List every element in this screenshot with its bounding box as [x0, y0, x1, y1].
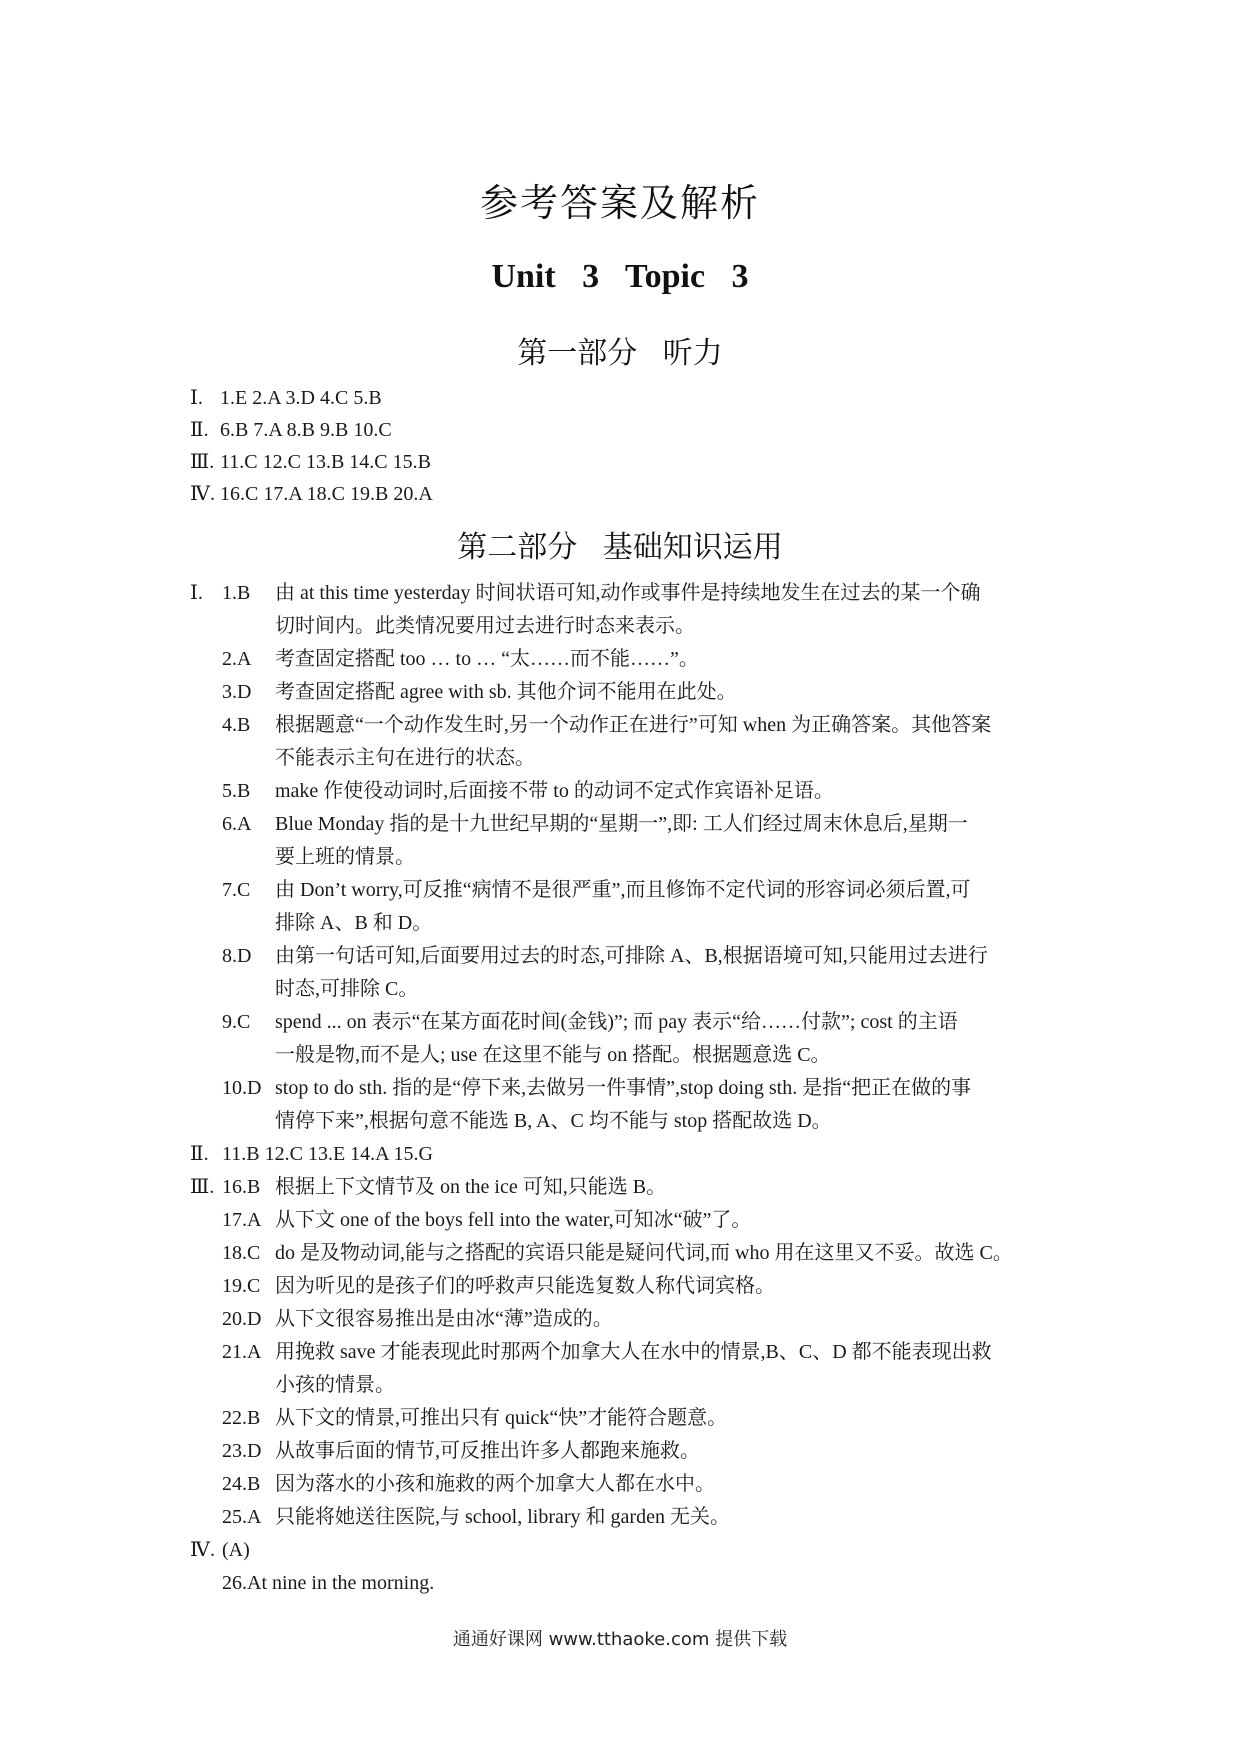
item-explanation: do 是及物动词,能与之搭配的宾语只能是疑问代词,而 who 用在这里又不妥。故选 C。 — [275, 1242, 1013, 1264]
item-explanation: 从下文的情景,可推出只有 quick“快”才能符合题意。 — [275, 1407, 728, 1429]
item-explanation: 由 Don’t worry,可反推“病情不是很严重”,而且修饰不定代词的形容词必须后置,可 — [275, 879, 971, 901]
roman-numeral: Ⅳ. — [190, 483, 215, 505]
item-explanation: 从故事后面的情节,可反推出许多人都跑来施救。 — [275, 1440, 700, 1462]
item-explanation: 要上班的情景。 — [275, 846, 415, 868]
section-roman: Ⅱ. — [190, 1143, 209, 1165]
item-explanation: 根据上下文情节及 on the ice 可知,只能选 B。 — [275, 1176, 667, 1198]
item-explanation: 由第一句话可知,后面要用过去的时态,可排除 A、B,根据语境可知,只能用过去进行 — [275, 945, 988, 967]
section-roman: Ⅳ. — [190, 1539, 215, 1561]
item-explanation: 排除 A、B 和 D。 — [275, 912, 433, 934]
page-title: 参考答案及解析 — [479, 181, 760, 225]
item-number: 8.D — [222, 945, 252, 967]
unit-topic-title: Unit 3 Topic 3 — [491, 258, 749, 295]
item-number: 6.A — [222, 813, 252, 835]
item-number: 5.B — [222, 780, 251, 802]
section-roman: Ⅰ. — [190, 582, 203, 604]
item-explanation: 从下文很容易推出是由冰“薄”造成的。 — [275, 1308, 613, 1330]
part1-heading: 第一部分 听力 — [517, 336, 723, 371]
item-explanation: 因为落水的小孩和施救的两个加拿大人都在水中。 — [275, 1473, 715, 1495]
roman-numeral: Ⅲ. — [190, 451, 215, 473]
item-explanation: 小孩的情景。 — [275, 1374, 395, 1396]
item-number: 22.B — [222, 1407, 261, 1429]
item-explanation: 用挽救 save 才能表现此时那两个加拿大人在水中的情景,B、C、D 都不能表现出救 — [275, 1341, 992, 1363]
roman-numeral: Ⅰ. — [190, 387, 203, 409]
item-explanation: 从下文 one of the boys fell into the water,可知冰“破”了。 — [275, 1209, 752, 1231]
item-explanation: 因为听见的是孩子们的呼救声只能选复数人称代词宾格。 — [275, 1275, 775, 1297]
item-number: 25.A — [222, 1506, 262, 1528]
answer-list: 1.E 2.A 3.D 4.C 5.B — [220, 387, 382, 409]
item-number: 17.A — [222, 1209, 262, 1231]
item-explanation: 不能表示主句在进行的状态。 — [275, 747, 535, 769]
item-explanation: 根据题意“一个动作发生时,另一个动作正在进行”可知 when 为正确答案。其他答案 — [275, 714, 992, 736]
item-explanation: 只能将她送往医院,与 school, library 和 garden 无关。 — [275, 1506, 730, 1528]
item-number: 4.B — [222, 714, 251, 736]
item-number: 2.A — [222, 648, 252, 670]
item-number: 1.B — [222, 582, 251, 604]
item-explanation: 考查固定搭配 too … to … “太……而不能……”。 — [275, 648, 699, 670]
subsection-label: (A) — [222, 1539, 250, 1561]
item-explanation: Blue Monday 指的是十九世纪早期的“星期一”,即: 工人们经过周末休息后,星期一 — [275, 813, 968, 835]
roman-numeral: Ⅱ. — [190, 419, 209, 441]
item-number: 21.A — [222, 1341, 262, 1363]
item-explanation: spend ... on 表示“在某方面花时间(金钱)”; 而 pay 表示“给……付款”; cost 的主语 — [275, 1011, 958, 1033]
item-number: 18.C — [222, 1242, 261, 1264]
item-explanation: stop to do sth. 指的是“停下来,去做另一件事情”,stop doing sth. 是指“把正在做的事 — [275, 1077, 972, 1099]
answer-list: 11.B 12.C 13.E 14.A 15.G — [222, 1143, 433, 1165]
item-number: 16.B — [222, 1176, 261, 1198]
item-answer: 26.At nine in the morning. — [222, 1572, 435, 1594]
item-explanation: 时态,可排除 C。 — [275, 978, 419, 1000]
part2-heading: 第二部分 基础知识运用 — [457, 530, 783, 565]
item-number: 10.D — [222, 1077, 262, 1099]
item-explanation: make 作使役动词时,后面接不带 to 的动词不定式作宾语补足语。 — [275, 780, 834, 802]
item-number: 20.D — [222, 1308, 262, 1330]
section-roman: Ⅲ. — [190, 1176, 215, 1198]
item-number: 24.B — [222, 1473, 261, 1495]
answer-list: 16.C 17.A 18.C 19.B 20.A — [220, 483, 433, 505]
item-explanation: 情停下来”,根据句意不能选 B, A、C 均不能与 stop 搭配故选 D。 — [275, 1110, 832, 1132]
item-explanation: 切时间内。此类情况要用过去进行时态来表示。 — [275, 615, 695, 637]
answer-list: 6.B 7.A 8.B 9.B 10.C — [220, 419, 392, 441]
item-number: 23.D — [222, 1440, 262, 1462]
item-explanation: 考查固定搭配 agree with sb. 其他介词不能用在此处。 — [275, 681, 737, 703]
item-number: 3.D — [222, 681, 252, 703]
item-number: 19.C — [222, 1275, 261, 1297]
item-number: 9.C — [222, 1011, 251, 1033]
item-number: 7.C — [222, 879, 251, 901]
footer-source: 通通好课网 www.tthaoke.com 提供下载 — [452, 1629, 788, 1650]
answer-list: 11.C 12.C 13.B 14.C 15.B — [220, 451, 431, 473]
item-explanation: 由 at this time yesterday 时间状语可知,动作或事件是持续地发生在过去的某一个确 — [275, 582, 981, 604]
item-explanation: 一般是物,而不是人; use 在这里不能与 on 搭配。根据题意选 C。 — [275, 1044, 831, 1066]
